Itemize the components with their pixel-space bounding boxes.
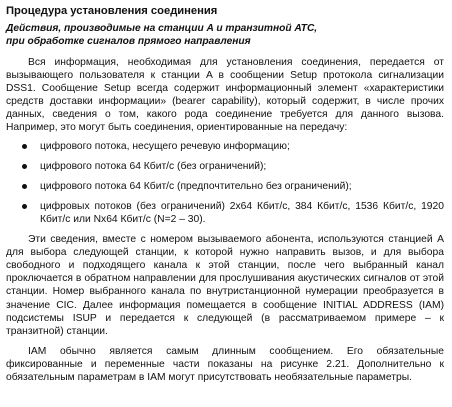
subheading-line-2: при обработке сигналов прямого направления xyxy=(6,35,251,47)
paragraph-setup-message: Вся информация, необходимая для установления соединения, передается от вызывающего пользователя к станции A в сообщении Setup протокола сигнализации DSS1. Сообщение Setup всегда содержит информационный элемент «характеристики средств доставки информации» (bearer capability), который содержит, в числе прочих данных, сведения о том, какого рода соединение требуется для данного вызова. Например, это могут быть соединения, ориентированные на передачу: xyxy=(6,57,444,134)
list-item xyxy=(22,200,444,226)
list-item xyxy=(22,180,444,193)
paragraph-channel-selection: Эти сведения, вместе с номером вызываемого абонента, используются станцией A для выбора следующей станции, к которой нужно направить вызов, и для выбора свободного и подходящего канала к этой станции, после чего выбранный канал проключается в обратном направлении для прослушивания акустических сигналов от этой станции. Номер выбранного канала по внутристанционной нумерации преобразуется в значение CIC. Далее информация помещается в сообщение INITIAL ADDRESS (IAM) подсистемы ISUP и передается к следующей (в рассматриваемом примере – к транзитной) станции. xyxy=(6,234,444,337)
bearer-capability-list xyxy=(6,140,444,226)
bullet-icon xyxy=(22,144,27,149)
bullet-icon xyxy=(22,204,27,209)
paragraph-spacer xyxy=(6,338,444,345)
bullet-icon xyxy=(22,184,27,189)
section-heading: Процедура установления соединения xyxy=(6,5,218,17)
list-item xyxy=(22,160,444,173)
list-item xyxy=(22,140,444,153)
list-item-text: цифровых потоков (без ограничений) 2x64 Кбит/с, 384 Кбит/с, 1536 Кбит/с, 1920 Кбит/с или Nx64 Кбит/с (N=2 – 30). xyxy=(40,200,444,225)
subheading-line-1: Действия, производимые на станции A и транзитной АТС, xyxy=(6,23,318,34)
list-item-text: цифрового потока, несущего речевую информацию; xyxy=(40,140,290,152)
subsection-heading xyxy=(6,23,444,48)
list-item-text: цифрового потока 64 Кбит/с (предпочтительно без ограничений); xyxy=(40,180,352,192)
list-item-text: цифрового потока 64 Кбит/с (без ограничений); xyxy=(40,160,267,172)
bullet-icon xyxy=(22,164,27,169)
paragraph-iam-message: IAM обычно является самым длинным сообщением. Его обязательные фиксированные и переменные части показаны на рисунке 2.21. Дополнительно к обязательным параметрам в IAM могут присутствовать необязательные параметры. xyxy=(6,345,444,383)
